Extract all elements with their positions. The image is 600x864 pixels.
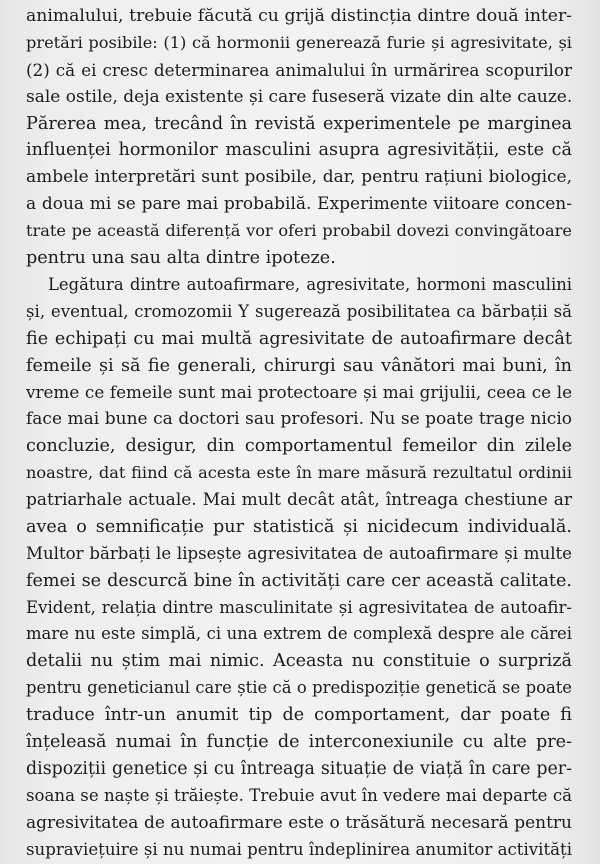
text-line: animalului, trebuie făcută cu grijă distincția dintre două inter-	[26, 6, 572, 26]
text-line: ambele interpretări sunt posibile, dar, pentru rațiuni biologice,	[26, 167, 572, 188]
text-line: avea o semnificație pur statistică și nicidecum individuală.	[26, 516, 572, 537]
text-line: face mai bune ca doctori sau profesori. Nu se poate trage nicio	[26, 409, 572, 430]
text-line: vreme ce femeile sunt mai protectoare și mai grijulii, ceea ce le	[26, 382, 572, 403]
text-line: Părerea mea, trecând în revistă experimentele pe marginea	[26, 113, 572, 134]
text-line: concluzie, desigur, din comportamentul femeilor din zilele	[26, 436, 572, 457]
paragraph-1	[26, 3, 572, 272]
text-line: Legătura dintre autoafirmare, agresivitate, hormoni masculini	[48, 274, 572, 294]
text-line: pentru geneticianul care știe că o predispoziție genetică se poate	[26, 678, 572, 698]
text-line: pretări posibile: (1) că hormonii generează furie și agresivitate, și	[26, 32, 572, 52]
text-line: Multor bărbați le lipsește agresivitatea de autoafirmare și multe	[26, 543, 572, 563]
document-page	[26, 3, 572, 864]
text-line: fie echipați cu mai multă agresivitate de autoafirmare decât	[26, 328, 572, 349]
text-line: Evident, relația dintre masculinitate și agresivitatea de autoafir-	[26, 597, 572, 617]
text-line: femei se descurcă bine în activități care cer această calitate.	[26, 570, 572, 591]
text-line: traduce într-un anumit tip de comportament, dar poate fi	[26, 705, 572, 726]
text-line: soana se naște și trăiește. Trebuie avut în vedere mai departe că	[26, 785, 572, 805]
text-line: (2) că ei cresc determinarea animalului în urmărirea scopurilor	[26, 59, 572, 80]
text-line: și, eventual, cromozomii Y sugerează posibilitatea ca bărbații să	[26, 301, 572, 321]
text-line: detalii nu știm mai nimic. Aceasta nu constituie o surpriză	[26, 651, 572, 672]
text-line: agresivitatea de autoafirmare este o trăsătură necesară pentru	[26, 812, 572, 833]
text-line: supraviețuire și nu numai pentru îndeplinirea anumitor activități	[26, 839, 572, 859]
text-line: sale ostile, deja existente și care fuseseră vizate din alte cauze.	[26, 86, 572, 107]
paragraph-2	[26, 272, 572, 864]
text-line: patriarhale actuale. Mai mult decât atât, întreaga chestiune ar	[26, 490, 572, 511]
text-line: femeile și să fie generali, chirurgi sau vânători mai buni, în	[26, 355, 572, 376]
text-line: noastre, dat fiind că acesta este în mare măsură rezultatul ordinii	[26, 463, 572, 483]
text-line: înțeleasă numai în funcție de interconexiunile cu alte pre-	[26, 732, 572, 753]
text-line: influenței hormonilor masculini asupra agresivității, este că	[26, 140, 572, 161]
text-line: mare nu este simplă, ci una extrem de complexă despre ale cărei	[26, 624, 572, 644]
text-line: pentru una sau alta dintre ipoteze.	[26, 248, 336, 269]
text-line: dispoziții genetice și cu întreaga situație de viață în care per-	[26, 758, 572, 779]
text-line: trate pe această diferență vor oferi probabil dovezi convingătoare	[26, 221, 572, 241]
text-line: a doua mi se pare mai probabilă. Experimente viitoare concen-	[26, 194, 572, 215]
